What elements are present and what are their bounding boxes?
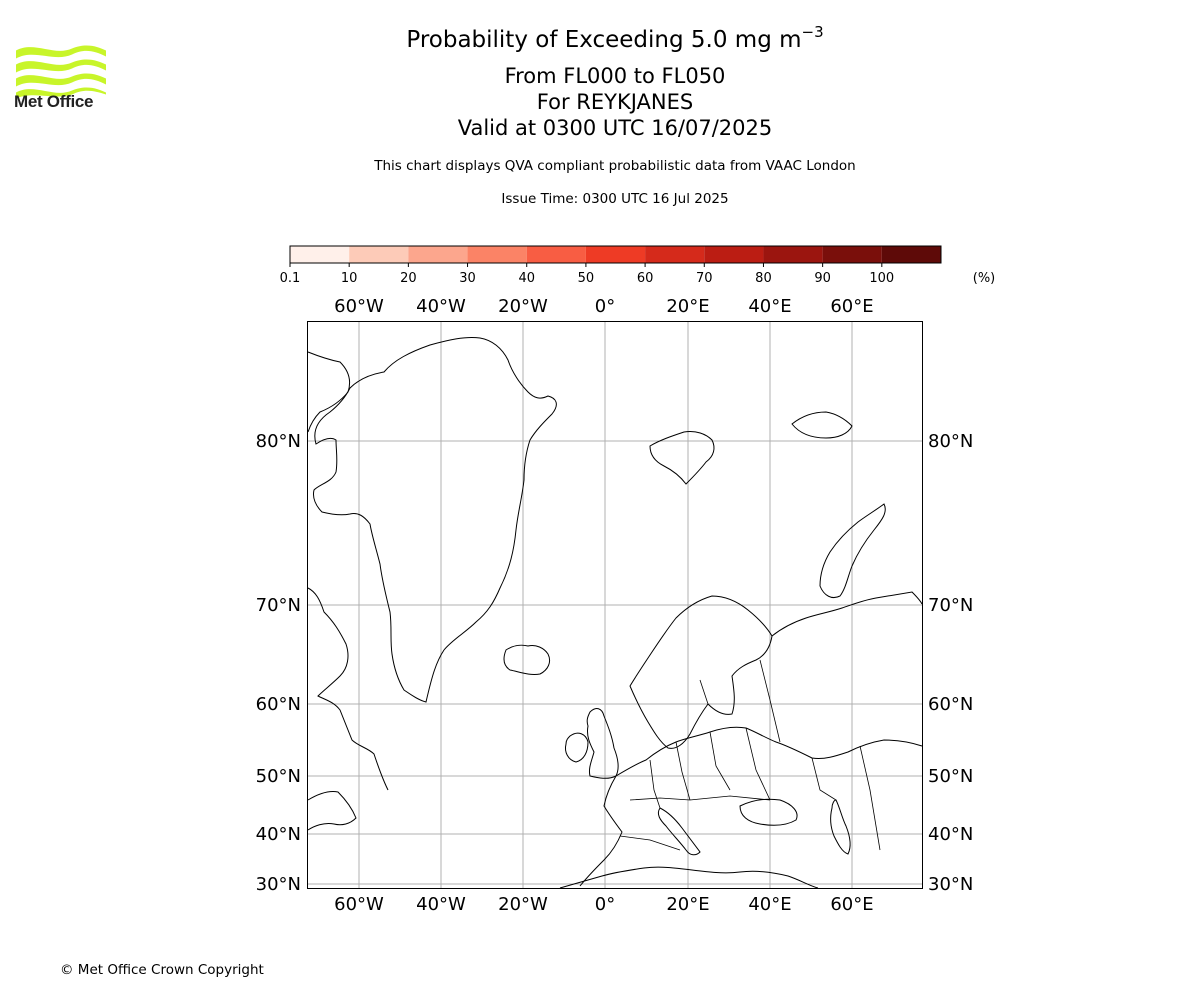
latitude-label-left: 60°N — [255, 694, 301, 715]
colorbar-tick-label: 70 — [695, 271, 713, 286]
map-panel — [240, 290, 1000, 920]
colorbar-segment — [645, 246, 704, 263]
met-office-logo-text: Met Office — [14, 92, 94, 111]
volcano-name: For REYKJANES — [536, 90, 694, 114]
latitude-label-right: 40°N — [928, 824, 974, 845]
colorbar-tick-label: 0.1 — [280, 271, 301, 286]
colorbar-tick-label: 40 — [518, 271, 536, 286]
longitude-label-bottom: 40°W — [416, 894, 466, 915]
copyright-notice: © Met Office Crown Copyright — [60, 962, 264, 978]
colorbar-segment — [527, 246, 586, 263]
russia-north-coastline — [772, 592, 922, 636]
longitude-label-bottom: 60°E — [830, 894, 874, 915]
colorbar-segment — [763, 246, 822, 263]
colorbar — [280, 240, 1020, 290]
latitude-label-right: 60°N — [928, 694, 974, 715]
ireland-coastline — [565, 733, 588, 762]
colorbar-tick-label: 20 — [400, 271, 417, 286]
greenland-coastline — [313, 337, 556, 702]
franz-josef-land-coastline — [792, 412, 852, 438]
colorbar-segment — [408, 246, 467, 263]
longitude-label-bottom: 40°E — [748, 894, 792, 915]
colorbar-segment — [349, 246, 408, 263]
longitude-label-bottom: 60°W — [334, 894, 384, 915]
longitude-label-top: 40°W — [416, 296, 466, 317]
colorbar-segment — [823, 246, 882, 263]
canada-arctic-coastline — [308, 352, 350, 432]
great-britain-coastline — [587, 709, 618, 779]
caspian-coastline — [831, 800, 850, 854]
latitude-label-left: 70°N — [255, 595, 301, 616]
longitude-label-top: 20°W — [498, 296, 548, 317]
newfoundland-coastline — [308, 791, 356, 830]
colorbar-segment — [468, 246, 527, 263]
latitude-label-left: 80°N — [255, 431, 301, 452]
colorbar-tick-label: 50 — [577, 271, 595, 286]
flight-level-range: From FL000 to FL050 — [504, 64, 726, 88]
colorbar-unit: (%) — [972, 271, 996, 286]
colorbar-tick-label: 100 — [869, 271, 895, 286]
valid-time: Valid at 0300 UTC 16/07/2025 — [457, 116, 773, 140]
scandinavia-coastline — [630, 596, 772, 748]
italy-coastline — [658, 808, 700, 855]
europe-coastline — [580, 727, 922, 886]
latitude-label-right: 30°N — [928, 874, 974, 895]
colorbar-segment — [586, 246, 645, 263]
chart-title: Probability of Exceeding 5.0 mg $m^{-3}$ — [406, 23, 824, 53]
longitude-label-bottom: 20°E — [666, 894, 710, 915]
longitude-label-top: 20°E — [666, 296, 710, 317]
mediterranean-coastline — [560, 867, 818, 888]
baffin-coastline — [308, 588, 388, 790]
latitude-label-left: 30°N — [255, 874, 301, 895]
description-text: This chart displays QVA compliant probabilistic data from VAAC London — [374, 158, 856, 174]
colorbar-tick-label: 30 — [459, 271, 476, 286]
longitude-label-top: 40°E — [748, 296, 792, 317]
latitude-label-left: 40°N — [255, 824, 301, 845]
graticule — [308, 322, 922, 888]
coastlines — [308, 337, 922, 888]
black-sea-coastline — [740, 799, 797, 825]
colorbar-tick-label: 80 — [755, 271, 772, 286]
iceland-coastline — [504, 645, 550, 674]
longitude-label-top: 0° — [594, 296, 616, 317]
longitude-label-top: 60°W — [334, 296, 384, 317]
colorbar-tick-label: 10 — [340, 271, 358, 286]
latitude-label-right: 70°N — [928, 595, 974, 616]
longitude-label-bottom: 0° — [594, 894, 616, 915]
latitude-label-right: 80°N — [928, 431, 974, 452]
colorbar-segment — [882, 246, 941, 263]
longitude-label-bottom: 20°W — [498, 894, 548, 915]
colorbar-segment — [290, 246, 349, 263]
longitude-label-top: 60°E — [830, 296, 874, 317]
colorbar-tick-label: 90 — [814, 271, 831, 286]
issue-time: Issue Time: 0300 UTC 16 Jul 2025 — [501, 191, 729, 207]
novaya-zemlya-coastline — [820, 504, 885, 598]
colorbar-tick-label: 60 — [636, 271, 654, 286]
latitude-label-left: 50°N — [255, 766, 301, 787]
svalbard-coastline — [650, 431, 714, 484]
colorbar-segment — [704, 246, 763, 263]
latitude-label-right: 50°N — [928, 766, 974, 787]
